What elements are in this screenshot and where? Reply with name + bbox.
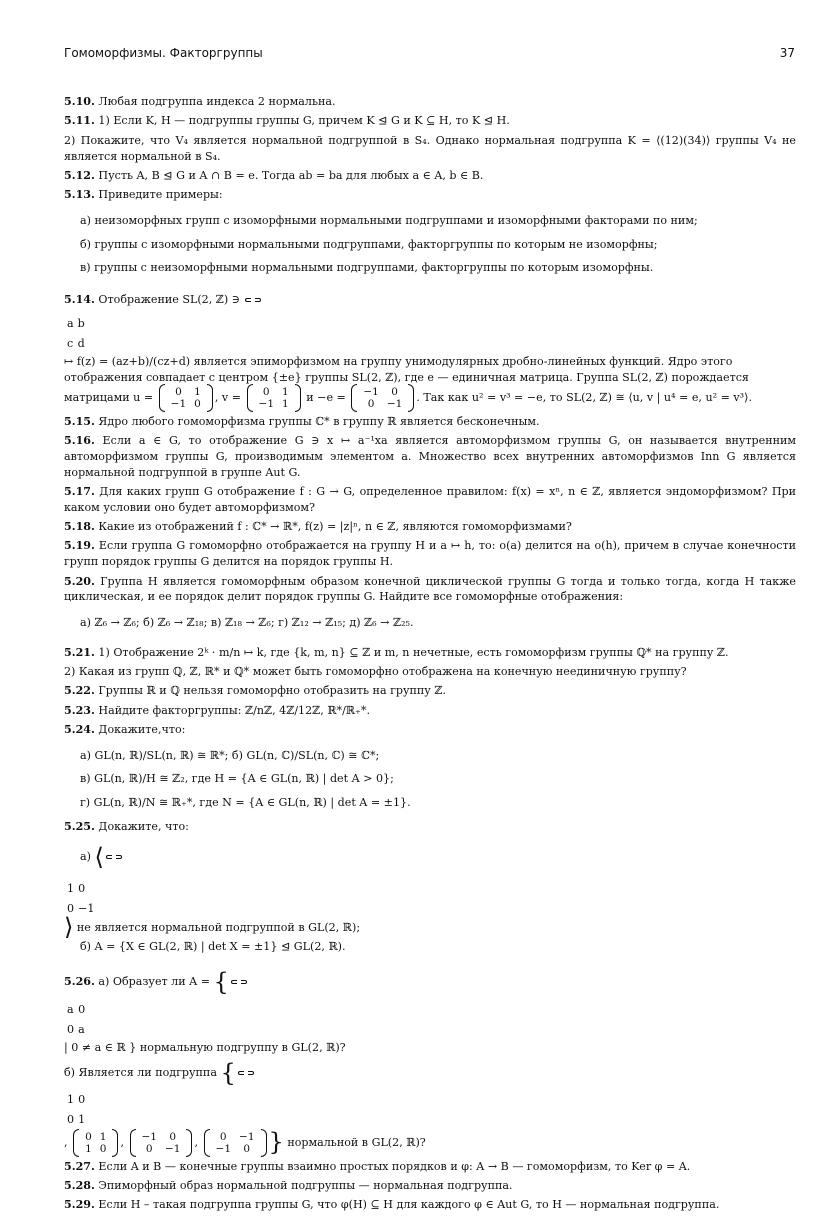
matrix-v: 0 1 −1 1: [247, 386, 301, 410]
exercise-5-24-d: г) GL(n, ℝ)/N ≅ ℝ₊*, где N = {A ∈ GL(n, ℝ) | det A = ±1}.: [80, 796, 411, 810]
exercise-5-23: 5.23. Найдите факторгруппы: ℤ/nℤ, 4ℤ/12ℤ, ℝ*/ℝ₊*.: [64, 703, 370, 717]
exercise-5-20: 5.20. Группа H является гомоморфным образом конечной циклической группы G тогда и только тогда, когда H также циклическая, и ее порядок делит порядок группы G. Найдите все гомоморфные отображения:: [64, 574, 797, 604]
exercise-5-29: 5.29. Если H – такая подгруппа группы G, что φ(H) ⊆ H для каждого φ ∈ Aut G, то H — нормальная подгруппа.: [64, 1198, 720, 1212]
exercise-5-28: 5.28. Эпиморфный образ нормальной подгруппы — нормальная подгруппа.: [64, 1179, 513, 1192]
matrix-group-4: 0 −1 −1 0: [204, 1131, 267, 1155]
exercise-5-19: 5.19. Если группа G гомоморфно отображается на группу H и a ↦ h, то: o(a) делится на o(h), причем в случае конечности групп порядок группы G делится на порядок группы H.: [64, 539, 796, 569]
exercise-5-13-b: б) группы с изоморфными нормальными подгруппами, факторгруппы по которым не изоморфны;: [80, 237, 658, 251]
exercise-5-21-part2: 2) Какая из групп ℚ, ℤ, ℝ* и ℚ* может быть гомоморфно отображена на конечную неединичную группу?: [64, 665, 687, 679]
matrix-u: 0 1 −1 0: [159, 386, 213, 410]
exercise-5-10: 5.10. Любая подгруппа индекса 2 нормальна.: [64, 95, 336, 108]
exercise-5-25-b: б) A = {X ∈ GL(2, ℝ) | det X = ±1} ⊴ GL(2, ℝ).: [80, 940, 346, 954]
matrix-group-3: −1 0 0 −1: [130, 1131, 193, 1155]
exercise-5-14: 5.14. Отображение SL(2, ℤ) ∋: [64, 293, 240, 307]
exercise-5-21: 5.21. 1) Отображение 2ᵏ · m/n ↦ k, где {k, m, n} ⊆ ℤ и m, n нечетные, есть гомоморфизм группы ℚ* на группу ℤ.: [64, 645, 729, 659]
exercise-5-17: 5.17. Для каких групп G отображение f : G → G, определенное правилом: f(x) = xⁿ, n ∈ ℤ, является эндоморфизмом? При каком условии оно будет автоморфизмом?: [64, 484, 796, 514]
exercise-5-24: 5.24. Докажите,что:: [64, 723, 186, 737]
exercise-5-20-list: а) ℤ₆ → ℤ₆; б) ℤ₆ → ℤ₁₈; в) ℤ₁₈ → ℤ₆; г) ℤ₁₂ → ℤ₁₅; д) ℤ₆ → ℤ₂₅.: [80, 615, 414, 629]
exercise-5-24-ab: а) GL(n, ℝ)/SL(n, ℝ) ≅ ℝ*; б) GL(n, ℂ)/SL(n, ℂ) ≅ ℂ*;: [80, 748, 380, 762]
exercise-5-13: 5.13. Приведите примеры:: [64, 188, 223, 202]
matrix-group-2: 0 1 1 0: [73, 1131, 118, 1155]
exercise-5-25-a: а) ⟨: [80, 843, 104, 872]
exercise-5-26: 5.26. а) Образует ли A = {: [64, 968, 229, 997]
exercise-5-25: 5.25. Докажите, что:: [64, 819, 189, 833]
running-header: [64, 46, 795, 66]
exercise-5-24-c: в) GL(n, ℝ)/H ≅ ℤ₂, где H = {A ∈ GL(n, ℝ) | det A > 0};: [80, 772, 394, 786]
exercise-5-18: 5.18. Какие из отображений f : ℂ* → ℝ*, f(z) = |z|ⁿ, n ∈ ℤ, являются гомоморфизмами?: [64, 520, 572, 534]
exercise-list: 5.10. Любая подгруппа индекса 2 нормальна. 5.11. 1) Если K, H — подгруппы группы G, причем K ⊴ G и K ⊆ H, то K ⊴ H. 2) Покажите, что V₄ является нормальной подгруппой в S₄. Однако нормальная подгруппа K = ⟨(12)(34)⟩ группы V₄ не является нормальной в S₄. 5.12. Пусть A, B ⊴ G и A ∩ B = e. Тогда ab = ba для любых a ∈ A, b ∈ B. 5.13. Приведите примеры: а) неизоморфных групп с изоморфными нормальными подгруппами и изоморфными факторами по ним; б) группы с изоморфными нормальными подгруппами, факторгруппы по которым не изоморфны; в) группы с неизоморфными нормальными подгруппами, факторгруппы по которым изоморфны. 5.14. Отображение SL(2, ℤ) ∋ a b c d ↦ f(z) = (az+b)/(cz+d) является эпиморфизмом на группу унимодулярных дробно-линейных функций. Ядро этого отображения совпадает с центром {±e} группы SL(2, ℤ), где e — единичная матрица. Группа SL(2, ℤ) порождается матрицами u = 0 1 −1 0 , v = 0 1 −1 1 и −e = −1 0 0 −1 . Так как u² = v³ = −e, то SL(2, ℤ) ≅ ⟨u, v | u⁴ = e, u² = v³⟩. 5.15. Ядро любого гомоморфизма группы ℂ* в группу ℝ является бесконечным. 5.16. Если a ∈ G, то отображение G ∋ x ↦ a⁻¹xa является автоморфизмом группы G, он называется внутренним автоморфизмом группы G, производимым элементом a. Множество всех внутренних автоморфизмов Inn G является нормальной подгруппой в группе Aut G. 5.17. Для каких групп G отображение f : G → G, определенное правилом: f(x) = xⁿ, n ∈ ℤ, является эндоморфизмом? При каком условии оно будет автоморфизмом? 5.18. Какие из отображений f : ℂ* → ℝ*, f(z) = |z|ⁿ, n ∈ ℤ, являются гомоморфизмами? 5.19. Если группа G гомоморфно отображается на группу H и a ↦ h, то: o(a) делится на o(h), причем в случае конечности групп порядок группы G делится на порядок группы H. 5.20. Группа H является гомоморфным образом конечной циклической группы G тогда и только тогда, когда H также циклическая, и ее порядок делит порядок группы G. Найдите все гомоморфные отображения: а) ℤ₆ → ℤ₆; б) ℤ₆ → ℤ₁₈; в) ℤ₁₈ → ℤ₆; г) ℤ₁₂ → ℤ₁₅; д) ℤ₆ → ℤ₂₅. 5.21. 1) Отображение 2ᵏ · m/n ↦ k, где {k, m, n} ⊆ ℤ и m, n нечетные, есть гомоморфизм группы ℚ* на группу ℤ. 2) Какая из групп ℚ, ℤ, ℝ* и ℚ* может быть гомоморфно отображена на конечную неединичную группу? 5.22. Группы ℝ и ℚ нельзя гомоморфно отобразить на группу ℤ. 5.23. Найдите факторгруппы: ℤ/nℤ, 4ℤ/12ℤ, ℝ*/ℝ₊*. 5.24. Докажите,что: а) GL(n, ℝ)/SL(n, ℝ) ≅ ℝ*; б) GL(n, ℂ)/SL(n, ℂ) ≅ ℂ*; в) GL(n, ℝ)/H ≅ ℤ₂, где H = {A ∈ GL(n, ℝ) | det A > 0}; г) GL(n, ℝ)/N ≅ ℝ₊*, где N = {A ∈ GL(n, ℝ) | det A = ±1}. 5.25. Докажите, что: а) ⟨ 1 0 0 −1 ⟩ не является нормальной подгруппой в GL(2, ℝ); б) A = {X ∈ GL(2, ℝ) | det X = ±1} ⊴ GL(2, ℝ). 5.26. а) Образует ли A = { a 0 0 a | 0 ≠ a ∈ ℝ } нормальную подгруппу в GL(2, ℝ)? б) Является ли подгруппа { 1 0 0 1 , 0 1 1 0 , −1 0 0 −1 , 0 −1 −1 0 } нормальной в GL(2, ℝ)? 5.27. Если A и B — конечные группы взаимно простых порядков и φ: A → B — гомоморфизм, то Ker φ = A. 5.28. Эпиморфный образ нормальной подгруппы — нормальная подгруппа. 5.29. Если H – такая подгруппа группы G, что φ(H) ⊆ H для каждого φ ∈ Aut G, то H — нормальная подгруппа.: [64, 95, 797, 1212]
exercise-5-11-part2: 2) Покажите, что V₄ является нормальной подгруппой в S₄. Однако нормальная подгруппа K = ⟨(12)(34)⟩ группы V₄ не является нормальной в S₄.: [64, 133, 796, 163]
exercise-5-26-b: б) Является ли подгруппа {: [64, 1058, 236, 1087]
exercise-5-16: 5.16. Если a ∈ G, то отображение G ∋ x ↦ a⁻¹xa является автоморфизмом группы G, он называется внутренним автоморфизмом группы G, производимым элементом a. Множество всех внутренних автоморфизмов Inn G является нормальной подгруппой в группе Aut G.: [64, 433, 797, 479]
matrix-minus-e: −1 0 0 −1: [351, 386, 414, 410]
exercise-5-13-a: а) неизоморфных групп с изоморфными нормальными подгруппами и изоморфными факторами по ним;: [80, 213, 698, 227]
exercise-5-15: 5.15. Ядро любого гомоморфизма группы ℂ* в группу ℝ является бесконечным.: [64, 414, 540, 428]
exercise-5-12: 5.12. Пусть A, B ⊴ G и A ∩ B = e. Тогда ab = ba для любых a ∈ A, b ∈ B.: [64, 168, 484, 182]
exercise-5-11: 5.11. 1) Если K, H — подгруппы группы G, причем K ⊴ G и K ⊆ H, то K ⊴ H.: [64, 114, 510, 128]
exercise-5-27: 5.27. Если A и B — конечные группы взаимно простых порядков и φ: A → B — гомоморфизм, то Ker φ = A.: [64, 1159, 691, 1173]
header-title: Гомоморфизмы. Факторгруппы: [64, 46, 263, 60]
exercise-5-22: 5.22. Группы ℝ и ℚ нельзя гомоморфно отобразить на группу ℤ.: [64, 684, 446, 698]
exercise-5-13-c: в) группы с неизоморфными нормальными подгруппами, факторгруппы по которым изоморфны.: [80, 261, 654, 275]
page-number: 37: [779, 46, 795, 60]
